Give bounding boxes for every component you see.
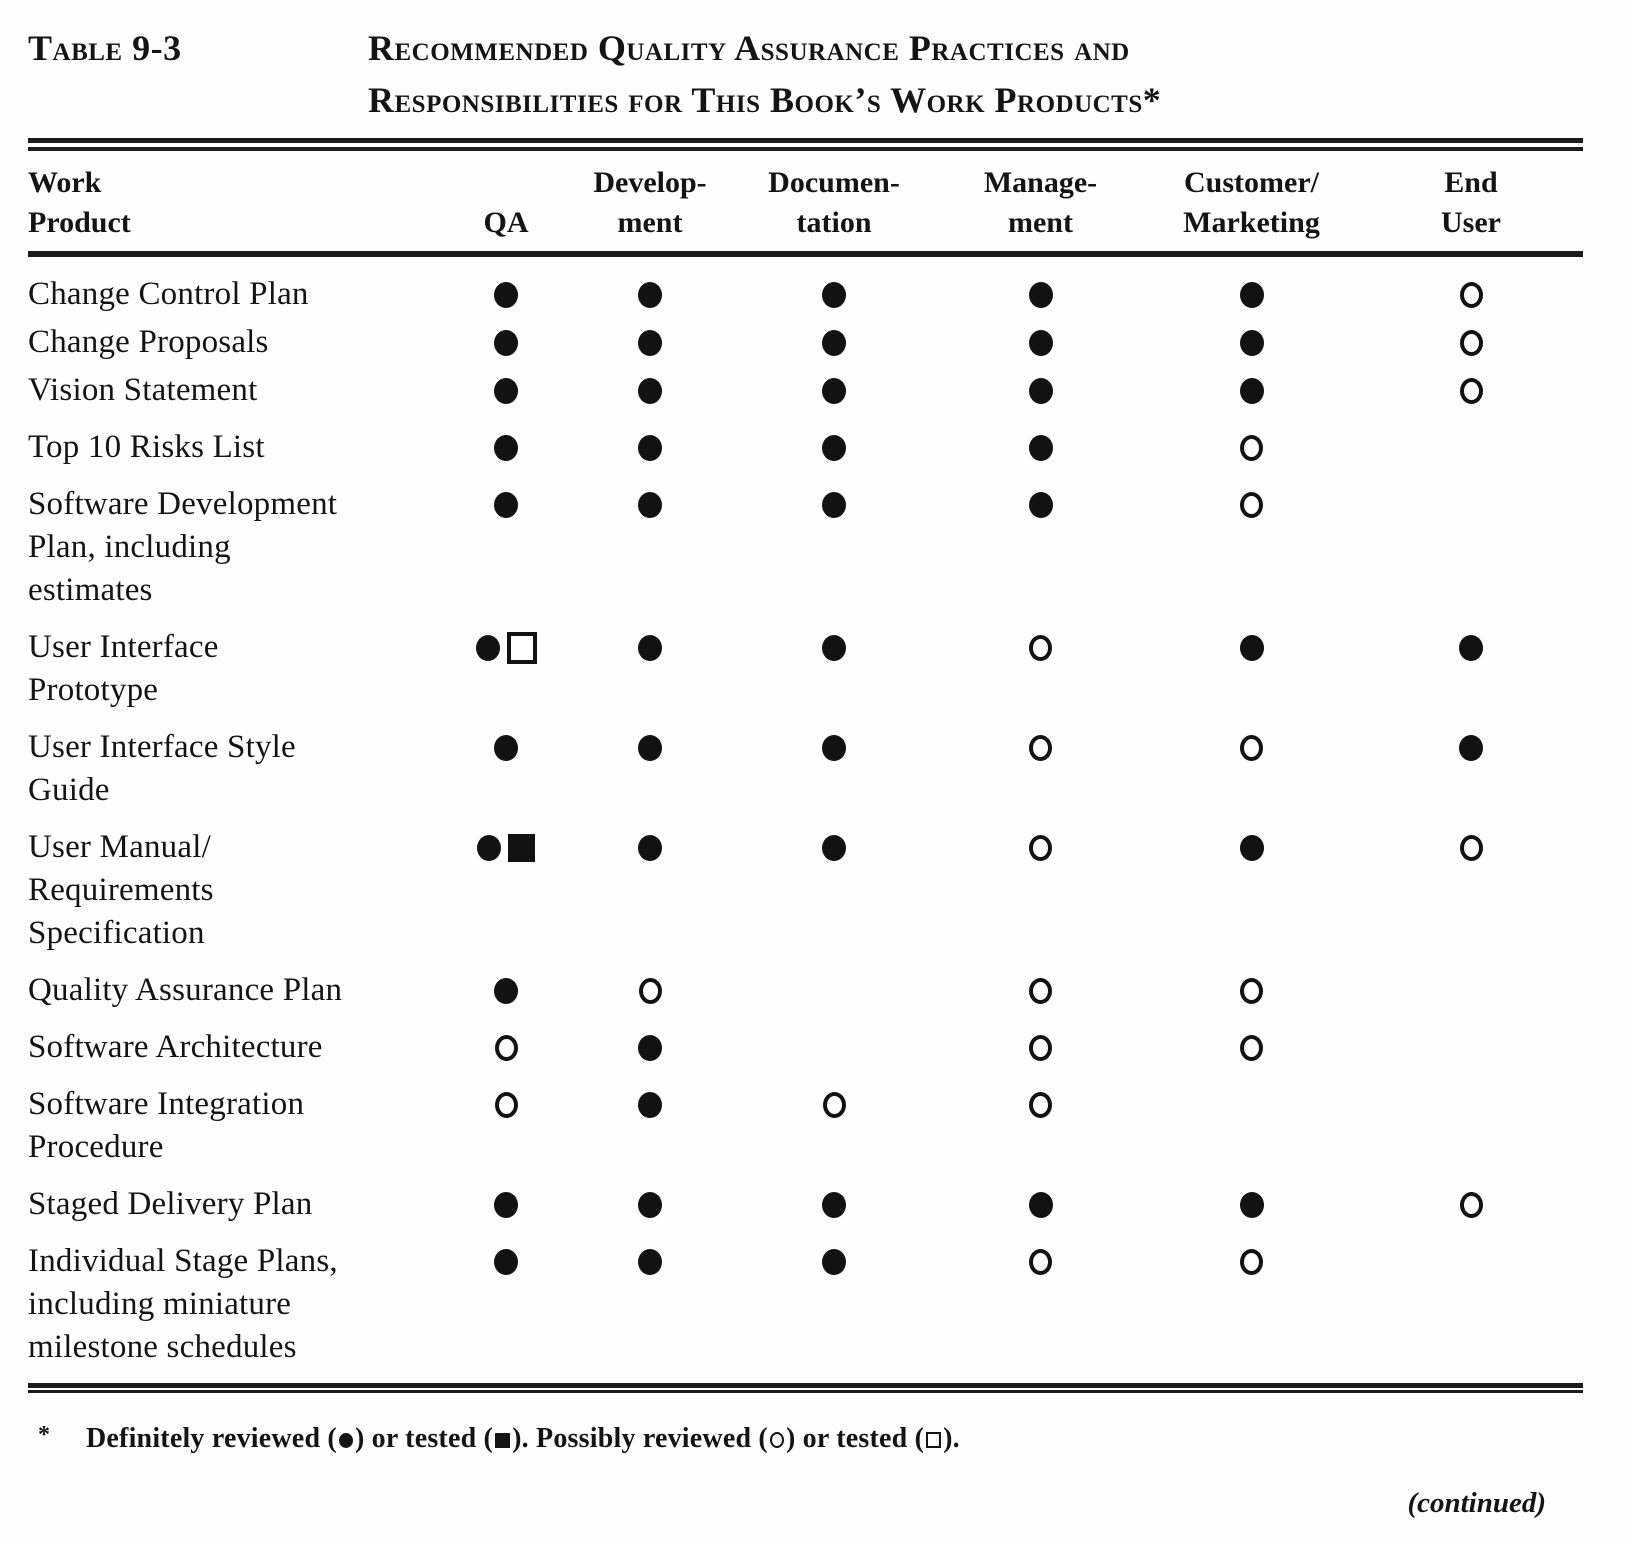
open-circle-icon <box>495 1092 518 1118</box>
open-circle-icon <box>495 1035 518 1061</box>
cell-qa <box>443 483 569 526</box>
work-product-name: Individual Stage Plans, including miniature milestone schedules <box>28 1243 338 1365</box>
filled-circle-icon <box>1240 1192 1264 1218</box>
cell-documentation <box>731 321 937 364</box>
filled-circle-icon <box>1459 735 1483 761</box>
cell-development <box>569 483 731 526</box>
cell-management <box>937 1240 1144 1283</box>
table-caption <box>28 22 1583 126</box>
cell-end-user <box>1359 1026 1583 1069</box>
cell-documentation <box>731 426 937 469</box>
bottom-double-rule <box>28 1383 1583 1393</box>
cell-management <box>937 426 1144 469</box>
table-title-line1: Recommended Quality Assurance Practices and <box>368 28 1130 68</box>
filled-circle-icon <box>1029 492 1053 518</box>
table-row <box>28 273 1583 316</box>
work-product-name: User Manual/ Requirements Specification <box>28 829 214 951</box>
cell-documentation <box>731 826 937 869</box>
cell-customer-marketing <box>1144 369 1359 412</box>
cell-qa <box>443 273 569 316</box>
cell-customer-marketing <box>1144 826 1359 869</box>
work-product-name: Change Control Plan <box>28 276 309 312</box>
cell-qa <box>443 969 569 1012</box>
table-row <box>28 1183 1583 1226</box>
cell-management <box>937 1083 1144 1126</box>
cell-end-user <box>1359 426 1583 469</box>
column-header-row <box>28 163 1583 251</box>
filled-circle-icon <box>494 1192 518 1218</box>
work-product-name: Change Proposals <box>28 324 269 360</box>
cell-documentation <box>731 273 937 316</box>
cell-end-user <box>1359 273 1583 316</box>
table-row <box>28 369 1583 412</box>
filled-circle-icon <box>1029 330 1053 356</box>
cell-management <box>937 1026 1144 1069</box>
cell-management <box>937 273 1144 316</box>
cell-end-user <box>1359 1083 1583 1126</box>
work-product-name: Quality Assurance Plan <box>28 972 343 1008</box>
filled-circle-icon <box>822 330 846 356</box>
work-product-name: Top 10 Risks List <box>28 429 265 465</box>
cell-management <box>937 969 1144 1012</box>
footnote-text: Definitely reviewed ( ) or tested ( ). Possibly reviewed ( ) or tested ( ). <box>86 1423 960 1454</box>
cell-qa <box>443 426 569 469</box>
filled-circle-icon <box>822 635 846 661</box>
cell-development <box>569 321 731 364</box>
filled-circle-icon <box>1029 1192 1053 1218</box>
filled-circle-icon <box>1029 282 1053 308</box>
cell-customer-marketing <box>1144 321 1359 364</box>
filled-circle-icon <box>638 1035 662 1061</box>
cell-documentation <box>731 626 937 669</box>
cell-qa <box>443 369 569 412</box>
filled-circle-icon <box>638 435 662 461</box>
column-header-work-product: Work Product <box>28 166 131 239</box>
open-circle-icon <box>1240 1249 1263 1275</box>
work-product-name: User Interface Prototype <box>28 629 219 708</box>
cell-development <box>569 1026 731 1069</box>
cell-customer-marketing <box>1144 273 1359 316</box>
open-circle-icon <box>823 1092 846 1118</box>
filled-circle-icon <box>1240 282 1264 308</box>
cell-development <box>569 369 731 412</box>
cell-customer-marketing <box>1144 426 1359 469</box>
table-row <box>28 483 1583 612</box>
cell-management <box>937 1183 1144 1226</box>
open-circle-icon <box>1029 635 1052 661</box>
filled-circle-icon <box>494 978 518 1004</box>
cell-development <box>569 626 731 669</box>
filled-circle-icon <box>638 635 662 661</box>
column-header-end-user: End User <box>1441 166 1501 239</box>
filled-circle-icon <box>638 1192 662 1218</box>
filled-circle-icon <box>638 1092 662 1118</box>
cell-development <box>569 1240 731 1283</box>
filled-circle-icon <box>494 1249 518 1275</box>
cell-qa <box>443 626 569 669</box>
open-circle-icon <box>1029 1092 1052 1118</box>
cell-development <box>569 426 731 469</box>
cell-documentation <box>731 483 937 526</box>
filled-circle-icon <box>494 492 518 518</box>
cell-development <box>569 826 731 869</box>
cell-management <box>937 626 1144 669</box>
filled-circle-icon <box>822 282 846 308</box>
open-circle-icon <box>1240 978 1263 1004</box>
filled-circle-icon <box>1029 435 1053 461</box>
open-circle-icon <box>1460 282 1483 308</box>
open-circle-icon <box>770 1432 784 1448</box>
work-product-name: Software Integration Procedure <box>28 1086 305 1165</box>
filled-circle-icon <box>822 835 846 861</box>
open-circle-icon <box>1240 1035 1263 1061</box>
cell-qa <box>443 1183 569 1226</box>
open-circle-icon <box>1029 835 1052 861</box>
filled-circle-icon <box>638 282 662 308</box>
filled-circle-icon <box>638 735 662 761</box>
cell-end-user <box>1359 1183 1583 1226</box>
filled-circle-icon <box>1029 378 1053 404</box>
cell-customer-marketing <box>1144 1240 1359 1283</box>
cell-qa <box>443 726 569 769</box>
open-circle-icon <box>1460 1192 1483 1218</box>
work-product-name: Software Architecture <box>28 1029 323 1065</box>
cell-management <box>937 369 1144 412</box>
cell-end-user <box>1359 626 1583 669</box>
filled-circle-icon <box>822 735 846 761</box>
table-rows <box>28 257 1583 1369</box>
filled-circle-icon <box>494 435 518 461</box>
cell-management <box>937 726 1144 769</box>
cell-customer-marketing <box>1144 1026 1359 1069</box>
open-square-icon <box>926 1432 941 1448</box>
table-row <box>28 626 1583 712</box>
table-row <box>28 1083 1583 1169</box>
filled-square-icon <box>508 834 535 862</box>
column-header-development: Develop- ment <box>593 166 707 239</box>
table-label: Table 9-3 <box>28 28 182 68</box>
work-product-name: Software Development Plan, including estimates <box>28 486 338 608</box>
filled-circle-icon <box>822 435 846 461</box>
filled-circle-icon <box>638 492 662 518</box>
filled-circle-icon <box>638 330 662 356</box>
cell-end-user <box>1359 321 1583 364</box>
cell-end-user <box>1359 369 1583 412</box>
filled-square-icon <box>495 1433 510 1448</box>
cell-end-user <box>1359 826 1583 869</box>
table-row <box>28 321 1583 364</box>
filled-circle-icon <box>1240 635 1264 661</box>
cell-customer-marketing <box>1144 483 1359 526</box>
filled-circle-icon <box>1240 330 1264 356</box>
top-double-rule <box>28 138 1583 151</box>
filled-circle-icon <box>822 1249 846 1275</box>
legend-footnote <box>28 1421 1583 1457</box>
cell-documentation <box>731 1240 937 1283</box>
open-circle-icon <box>1240 735 1263 761</box>
filled-circle-icon <box>339 1433 353 1448</box>
table-row <box>28 426 1583 469</box>
cell-development <box>569 1183 731 1226</box>
open-circle-icon <box>1460 330 1483 356</box>
cell-customer-marketing <box>1144 726 1359 769</box>
open-circle-icon <box>1240 435 1263 461</box>
filled-circle-icon <box>638 1249 662 1275</box>
open-circle-icon <box>1029 1249 1052 1275</box>
filled-circle-icon <box>494 735 518 761</box>
cell-customer-marketing <box>1144 1183 1359 1226</box>
cell-customer-marketing <box>1144 626 1359 669</box>
cell-end-user <box>1359 483 1583 526</box>
open-circle-icon <box>1460 378 1483 404</box>
cell-qa <box>443 826 569 869</box>
cell-end-user <box>1359 969 1583 1012</box>
cell-documentation <box>731 1183 937 1226</box>
open-square-icon <box>507 632 537 664</box>
filled-circle-icon <box>638 378 662 404</box>
filled-circle-icon <box>477 835 501 861</box>
cell-development <box>569 1083 731 1126</box>
filled-circle-icon <box>1459 635 1483 661</box>
cell-management <box>937 826 1144 869</box>
open-circle-icon <box>639 978 662 1004</box>
filled-circle-icon <box>822 378 846 404</box>
filled-circle-icon <box>822 492 846 518</box>
work-product-name: Vision Statement <box>28 372 258 408</box>
column-header-qa: QA <box>483 206 529 239</box>
table-title-line2: Responsibilities for This Book’s Work Products* <box>368 80 1162 120</box>
filled-circle-icon <box>1240 835 1264 861</box>
cell-documentation <box>731 1083 937 1126</box>
open-circle-icon <box>1460 835 1483 861</box>
table-row <box>28 969 1583 1012</box>
cell-qa <box>443 1240 569 1283</box>
cell-qa <box>443 1026 569 1069</box>
filled-circle-icon <box>1240 378 1264 404</box>
cell-development <box>569 273 731 316</box>
cell-documentation <box>731 969 937 1012</box>
filled-circle-icon <box>638 835 662 861</box>
filled-circle-icon <box>476 635 500 661</box>
table-row <box>28 1240 1583 1369</box>
cell-qa <box>443 1083 569 1126</box>
filled-circle-icon <box>822 1192 846 1218</box>
column-header-customer-marketing: Customer/ Marketing <box>1183 166 1320 239</box>
footnote-marker: * <box>38 1422 51 1448</box>
cell-documentation <box>731 726 937 769</box>
column-header-documentation: Documen- tation <box>768 166 900 239</box>
cell-end-user <box>1359 726 1583 769</box>
cell-end-user <box>1359 1240 1583 1283</box>
open-circle-icon <box>1029 1035 1052 1061</box>
cell-management <box>937 483 1144 526</box>
cell-documentation <box>731 1026 937 1069</box>
column-header-management: Manage- ment <box>983 166 1098 239</box>
table-title <box>368 22 1161 126</box>
filled-circle-icon <box>494 282 518 308</box>
open-circle-icon <box>1029 978 1052 1004</box>
table-row <box>28 726 1583 812</box>
work-product-name: User Interface Style Guide <box>28 729 296 808</box>
cell-qa <box>443 321 569 364</box>
cell-development <box>569 969 731 1012</box>
cell-documentation <box>731 369 937 412</box>
open-circle-icon <box>1029 735 1052 761</box>
table-row <box>28 826 1583 955</box>
filled-circle-icon <box>494 330 518 356</box>
cell-customer-marketing <box>1144 1083 1359 1126</box>
cell-customer-marketing <box>1144 969 1359 1012</box>
work-product-name: Staged Delivery Plan <box>28 1186 313 1222</box>
table-row <box>28 1026 1583 1069</box>
continued-note: (continued) <box>1407 1487 1546 1519</box>
cell-management <box>937 321 1144 364</box>
open-circle-icon <box>1240 492 1263 518</box>
filled-circle-icon <box>494 378 518 404</box>
cell-development <box>569 726 731 769</box>
